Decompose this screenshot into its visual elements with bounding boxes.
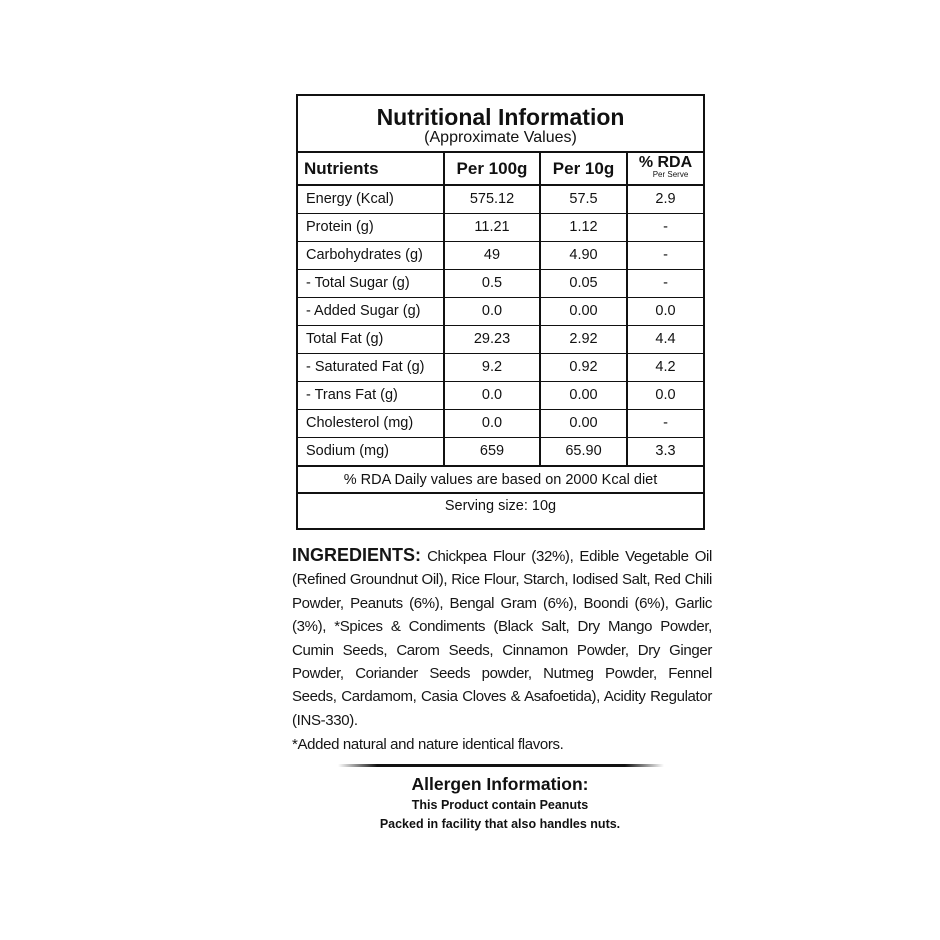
rda-note: % RDA Daily values are based on 2000 Kcal diet: [298, 466, 703, 494]
value-per-10g: 0.92: [540, 353, 627, 381]
nutrient-name: - Trans Fat (g): [298, 381, 444, 409]
header-rda-sublabel: Per Serve: [652, 169, 689, 179]
value-rda: 4.2: [627, 353, 703, 381]
value-rda: 0.0: [627, 297, 703, 325]
value-rda: -: [627, 213, 703, 241]
value-rda: 0.0: [627, 381, 703, 409]
value-per-10g: 1.12: [540, 213, 627, 241]
table-row: [298, 241, 703, 269]
table-row: [298, 325, 703, 353]
value-rda: -: [627, 409, 703, 437]
table-row: [298, 381, 703, 409]
panel-subtitle: (Approximate Values): [424, 129, 577, 146]
value-per-10g: 2.92: [540, 325, 627, 353]
value-per-100g: 0.5: [444, 269, 540, 297]
table-row: [298, 409, 703, 437]
value-per-100g: 0.0: [444, 297, 540, 325]
table-row: [298, 269, 703, 297]
header-per-10g: Per 10g: [540, 153, 627, 185]
value-per-10g: 0.00: [540, 381, 627, 409]
allergen-line-1: This Product contain Peanuts: [411, 798, 589, 812]
serving-size: Serving size: 10g: [444, 497, 557, 514]
allergen-line-2: Packed in facility that also handles nuts.: [379, 817, 621, 831]
flavor-note: *Added natural and nature identical flavors.: [292, 736, 564, 753]
value-per-100g: 0.0: [444, 381, 540, 409]
value-per-100g: 11.21: [444, 213, 540, 241]
nutrition-panel: [296, 94, 705, 530]
nutrient-name: - Saturated Fat (g): [298, 353, 444, 381]
table-row: [298, 185, 703, 213]
value-per-10g: 4.90: [540, 241, 627, 269]
value-per-100g: 9.2: [444, 353, 540, 381]
nutrient-name: Energy (Kcal): [298, 185, 444, 213]
panel-title: Nutritional Information: [376, 104, 625, 130]
header-rda: [627, 153, 703, 185]
table-row: [298, 437, 703, 465]
ingredients-text: Chickpea Flour (32%), Edible Vegetable Oil (Refined Groundnut Oil), Rice Flour, Starch, Iodised Salt, Red Chili Powder, Peanuts (6%), Bengal Gram (6%), Boondi (6%), Garlic (3%), *Spices & Condiments (Black Salt, Dry Mango Powder, Cumin Seeds, Carom Seeds, Cinnamon Powder, Dry Ginger Powder, Coriander Seeds powder, Nutmeg Powder, Fennel Seeds, Cardamom, Casia Cloves & Asafoetida), Acidity Regulator (INS-330).: [292, 548, 712, 729]
value-per-10g: 65.90: [540, 437, 627, 465]
nutrient-name: Protein (g): [298, 213, 444, 241]
value-rda: -: [627, 269, 703, 297]
value-per-100g: 0.0: [444, 409, 540, 437]
panel-header: [298, 96, 703, 153]
value-per-100g: 659: [444, 437, 540, 465]
nutrient-name: Cholesterol (mg): [298, 409, 444, 437]
nutrient-name: - Total Sugar (g): [298, 269, 444, 297]
allergen-block: [290, 772, 710, 834]
header-rda-label: % RDA: [638, 153, 693, 171]
value-per-10g: 0.00: [540, 297, 627, 325]
table-row: [298, 353, 703, 381]
ingredients-heading: INGREDIENTS:: [292, 545, 422, 565]
value-rda: -: [627, 241, 703, 269]
value-per-10g: 0.00: [540, 409, 627, 437]
allergen-title: Allergen Information:: [411, 774, 589, 794]
value-rda: 2.9: [627, 185, 703, 213]
value-per-100g: 49: [444, 241, 540, 269]
header-nutrients: Nutrients: [298, 153, 444, 185]
table-header-row: [298, 153, 703, 185]
value-per-10g: 57.5: [540, 185, 627, 213]
value-per-100g: 575.12: [444, 185, 540, 213]
nutrient-name: Carbohydrates (g): [298, 241, 444, 269]
table-row: [298, 213, 703, 241]
value-rda: 4.4: [627, 325, 703, 353]
table-row: [298, 297, 703, 325]
ingredients-block: [292, 544, 712, 732]
section-divider: [338, 764, 664, 767]
nutrient-name: Total Fat (g): [298, 325, 444, 353]
value-per-100g: 29.23: [444, 325, 540, 353]
nutrition-table: [298, 153, 703, 466]
value-rda: 3.3: [627, 437, 703, 465]
nutrient-name: Sodium (mg): [298, 437, 444, 465]
nutrient-name: - Added Sugar (g): [298, 297, 444, 325]
value-per-10g: 0.05: [540, 269, 627, 297]
header-per-100g: Per 100g: [444, 153, 540, 185]
